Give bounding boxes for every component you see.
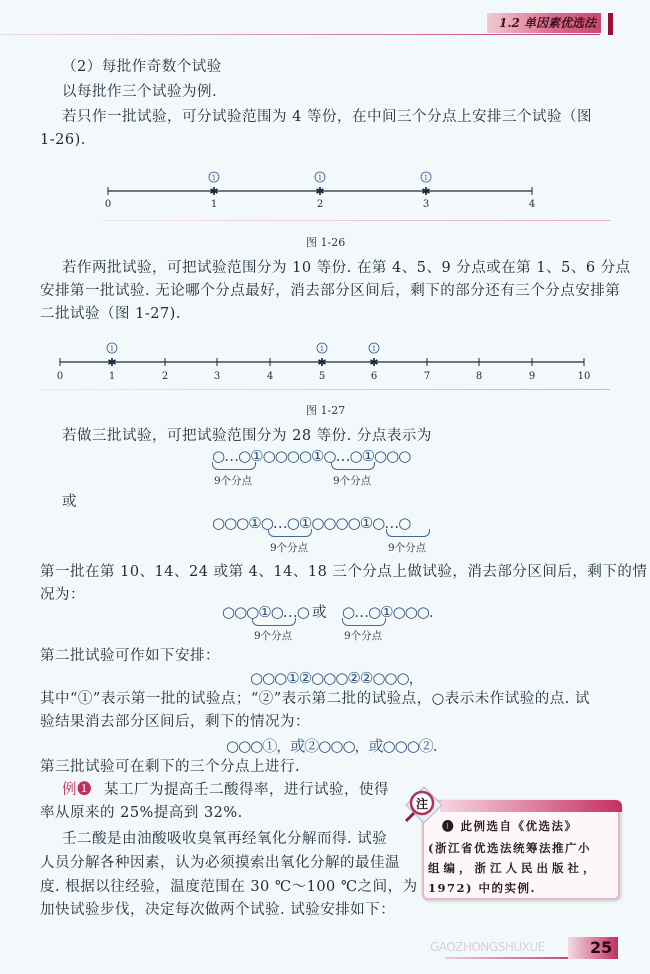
- footnote-line: (浙江省优选法统筹法推广小: [428, 841, 591, 855]
- paragraph: 1-26).: [40, 132, 86, 148]
- paragraph: 其中“①”表示第一批的试验点；“②”表示第二批的试验点，○表示未作试验的点. 试: [40, 691, 591, 707]
- figure-1-27-caption: 图 1-27: [306, 404, 346, 417]
- brace: [268, 529, 312, 537]
- svg-text:10: 10: [577, 371, 591, 382]
- paragraph: 若做三批试验，可把试验范围分为 28 等份. 分点表示为: [62, 428, 432, 444]
- figure-divider: [40, 389, 610, 390]
- paragraph: 度. 根据以往经验，温度范围在 30 ℃～100 ℃之间，为: [40, 879, 418, 895]
- svg-text:1: 1: [317, 174, 323, 182]
- svg-text:8: 8: [475, 371, 483, 382]
- paragraph: 率从原来的 25%提高到 32%.: [40, 805, 243, 821]
- svg-text:4: 4: [266, 371, 274, 382]
- svg-text:✱: ✱: [421, 185, 431, 198]
- svg-text:✱: ✱: [209, 185, 219, 198]
- paragraph: 以每批作三个试验为例.: [62, 84, 218, 100]
- paragraph: 若作两批试验，可把试验范围分为 10 等份. 在第 4、5、9 分点或在第 1、5、6 分点: [62, 260, 631, 276]
- conjunction: 或: [312, 605, 327, 621]
- paragraph: 第二批试验可作如下安排：: [40, 648, 220, 664]
- svg-text:0: 0: [56, 371, 64, 382]
- paragraph: 第一批在第 10、14、24 或第 4、14、18 三个分点上做试验，消去部分区间后，剩下的情: [40, 564, 648, 580]
- brace: [342, 618, 386, 626]
- figure-1-26-caption: 图 1-26: [306, 236, 346, 249]
- paragraph: 壬二酸是由油酸吸收臭氧再经氧化分解而得. 试验: [62, 831, 388, 847]
- svg-text:5: 5: [318, 371, 326, 382]
- svg-text:1: 1: [211, 174, 217, 182]
- note-title: 注: [415, 797, 429, 811]
- svg-text:1: 1: [108, 371, 116, 382]
- svg-text:✱: ✱: [315, 185, 325, 198]
- svg-text:1: 1: [423, 174, 429, 182]
- svg-text:0: 0: [104, 199, 112, 210]
- division-pattern-4: ○○○①②○○○②②○○○，: [250, 669, 423, 687]
- brace-label: 9个分点: [254, 630, 293, 642]
- footnote-line: 组编，浙江人民出版社，: [428, 861, 599, 875]
- division-pattern-5: ○○○①，或②○○○，或○○○②.: [226, 737, 437, 755]
- paragraph: 若只作一批试验，可分试验范围为 4 等份，在中间三个分点上安排三个试验（图: [62, 109, 592, 125]
- svg-text:4: 4: [528, 199, 536, 210]
- svg-text:2: 2: [161, 371, 169, 382]
- book-title-watermark: GAOZHONGSHUXUE: [430, 940, 545, 954]
- brace-label: 9个分点: [214, 475, 253, 487]
- division-pattern-2: ○○○①○…○①○○○○①○…○: [212, 514, 411, 532]
- svg-text:1: 1: [319, 345, 325, 353]
- svg-text:1: 1: [210, 199, 218, 210]
- paragraph: 二批试验（图 1-27).: [40, 306, 181, 322]
- brace-label: 9个分点: [344, 630, 383, 642]
- header-rule: [0, 34, 600, 35]
- page-number: 25: [590, 938, 613, 957]
- svg-text:3: 3: [213, 371, 221, 382]
- subheading: （2）每批作奇数个试验: [62, 59, 222, 75]
- magnifier-note-icon: [402, 783, 444, 825]
- svg-text:✱: ✱: [107, 356, 117, 369]
- svg-text:✱: ✱: [369, 356, 379, 369]
- paragraph: 第三批试验可在剩下的三个分点上进行.: [40, 759, 301, 775]
- paragraph: 某工厂为提高壬二酸得率，进行试验，使得: [104, 782, 389, 798]
- svg-text:1: 1: [371, 345, 377, 353]
- paragraph: 验结果消去部分区间后，剩下的情况为：: [40, 714, 310, 730]
- footnote-line: ❶ 此例选自《优选法》: [442, 819, 578, 833]
- footnote-line: 1972) 中的实例.: [428, 881, 536, 895]
- division-pattern-3b: ○…○①○○○.: [342, 603, 433, 621]
- conjunction: 或: [62, 494, 77, 510]
- svg-text:2: 2: [316, 199, 324, 210]
- brace: [386, 529, 430, 537]
- svg-text:3: 3: [422, 199, 430, 210]
- figure-divider: [100, 220, 610, 221]
- paragraph: 人员分解各种因素，认为必须摸索出氧化分解的最佳温: [40, 855, 400, 871]
- division-pattern-3a: ○○○①○…○: [222, 603, 309, 621]
- brace: [212, 462, 256, 470]
- brace-label: 9个分点: [270, 542, 309, 554]
- example-label: 例❶: [62, 782, 92, 798]
- figure-1-27-number-line: [50, 338, 600, 388]
- svg-text:✱: ✱: [317, 356, 327, 369]
- paragraph: 况为：: [40, 587, 85, 603]
- figure-1-26-number-line: [100, 165, 550, 215]
- svg-text:6: 6: [370, 371, 378, 382]
- section-header-tab: 1.2 单因素优选法: [487, 13, 601, 33]
- paragraph: 安排第一批试验. 无论哪个分点最好，消去部分区间后，剩下的部分还有三个分点安排第: [40, 283, 621, 299]
- svg-text:1: 1: [109, 345, 115, 353]
- brace: [331, 462, 375, 470]
- svg-text:9: 9: [528, 371, 536, 382]
- brace: [252, 618, 296, 626]
- section-header-bar: [608, 13, 613, 35]
- footnote-header-bar: [440, 800, 622, 812]
- paragraph: 加快试验步伐，决定每次做两个试验. 试验安排如下：: [40, 902, 396, 918]
- division-pattern-1: ○…○①○○○○①○…○①○○○: [212, 447, 411, 465]
- svg-text:7: 7: [423, 371, 431, 382]
- brace-label: 9个分点: [333, 475, 372, 487]
- brace-label: 9个分点: [388, 542, 427, 554]
